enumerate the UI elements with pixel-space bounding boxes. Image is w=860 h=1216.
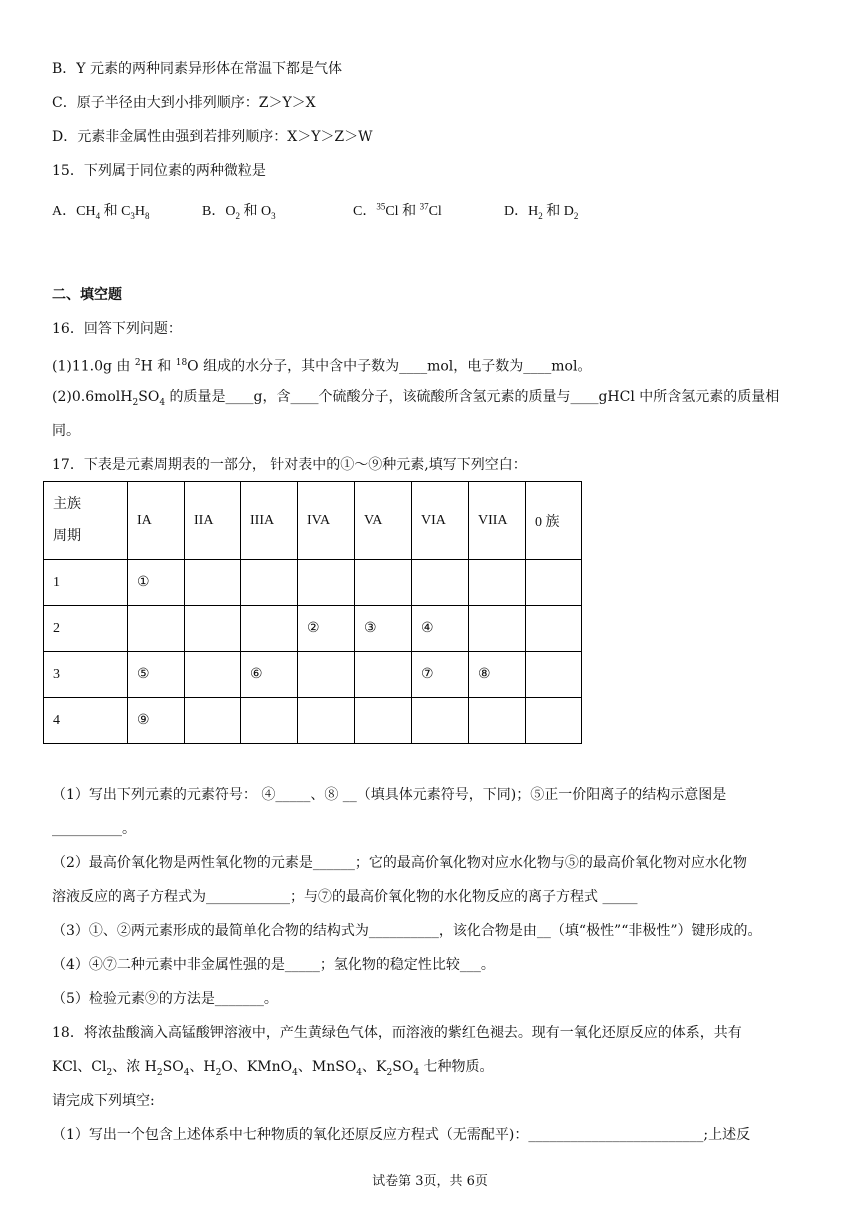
q17-sub4: （4）④⑦二种元素中非金属性强的是_____；氢化物的稳定性比较___。 <box>52 957 495 973</box>
table-cell: ⑥ <box>241 652 298 698</box>
period-cell: 2 <box>44 606 128 652</box>
table-cell <box>241 560 298 606</box>
table-cell <box>526 652 582 698</box>
q16-part1: (1)11.0g 由 $^2$H 和 $^{18}$O 组成的水分子，其中含中子数为____mol，电子数为____mol。 <box>52 358 592 375</box>
q18-stem: 18．将浓盐酸滴入高锰酸钾溶液中，产生黄绿色气体，而溶液的紫红色褪去。现有一氧化还原反应的体系，共有 <box>52 1025 742 1041</box>
table-cell <box>298 652 355 698</box>
table-cell <box>185 606 241 652</box>
table-cell <box>241 698 298 744</box>
period-cell: 1 <box>44 560 128 606</box>
table-cell <box>412 698 469 744</box>
q14-option-b: B．Y 元素的两种同素异形体在常温下都是气体 <box>52 61 342 77</box>
q15-option-a: A．$CH_4$ 和 $C_3H_8$ <box>52 204 150 221</box>
q14-option-d: D．元素非金属性由强到若排列顺序：X＞Y＞Z＞W <box>52 129 373 145</box>
table-header-row <box>44 482 582 560</box>
group-header: IVA <box>298 482 355 560</box>
table-cell: ⑤ <box>128 652 185 698</box>
table-cell: ④ <box>412 606 469 652</box>
q15-options <box>52 200 812 222</box>
table-cell <box>298 698 355 744</box>
table-corner-cell: 主族 周期 <box>44 482 128 560</box>
group-header: VIA <box>412 482 469 560</box>
table-cell: ③ <box>355 606 412 652</box>
group-header: VA <box>355 482 412 560</box>
table-cell: ⑦ <box>412 652 469 698</box>
table-cell <box>241 606 298 652</box>
table-cell <box>355 652 412 698</box>
q17-sub3: （3）①、②两元素形成的最简单化合物的结构式为__________，该化合物是由__（填“极性”“非极性”）键形成的。 <box>52 923 762 939</box>
table-cell <box>185 560 241 606</box>
q17-sub2: （2）最高价氧化物是两性氧化物的元素是______；它的最高价氧化物对应水化物与⑤的最高价氧化物对应水化物 <box>52 855 747 871</box>
table-cell <box>185 698 241 744</box>
page-footer: 试卷第 3页，共 6页 <box>372 1174 488 1189</box>
q17-stem: 17．下表是元素周期表的一部分， 针对表中的①～⑨种元素,填写下列空白： <box>52 457 527 473</box>
group-header: IA <box>128 482 185 560</box>
q17-sub1-continued: __________。 <box>52 821 136 837</box>
q16-part2: $(2)0.6molH_2SO_4$ 的质量是____g，含____个硫酸分子，该硫酸所含氢元素的质量与____gHCl 中所含氢元素的质量相 <box>52 389 780 408</box>
table-cell: ② <box>298 606 355 652</box>
section-heading: 二、填空题 <box>52 287 122 303</box>
q16-part2-continued: 同。 <box>52 423 80 439</box>
q15-option-b: B．$O_2$ 和 $O_3$ <box>202 204 276 221</box>
q16-stem: 16．回答下列问题： <box>52 321 182 337</box>
q14-option-c: C．原子半径由大到小排列顺序：Z＞Y＞X <box>52 95 316 111</box>
q18-sub1: （1）写出一个包含上述体系中七种物质的氧化还原反应方程式（无需配平)：_________________________;上述反 <box>52 1127 751 1143</box>
q18-substances: KCl、$Cl_2$、浓 $H_2SO_4$、$H_2O$、KMnO$_4$、MnSO$_4$、$K_2SO_4$ 七种物质。 <box>52 1059 494 1078</box>
table-cell <box>469 606 526 652</box>
table-row <box>44 606 582 652</box>
table-row <box>44 560 582 606</box>
q15-option-d: D．$H_2$ 和 $D_2$ <box>504 204 579 221</box>
q15-option-c: C．$^{35}$Cl 和 $^{37}$Cl <box>353 201 442 219</box>
table-cell <box>526 560 582 606</box>
table-cell <box>185 652 241 698</box>
table-cell: ⑧ <box>469 652 526 698</box>
table-cell <box>469 698 526 744</box>
table-cell <box>412 560 469 606</box>
q17-sub2-continued: 溶液反应的离子方程式为____________；与⑦的最高价氧化物的水化物反应的离子方程式 _____ <box>52 889 638 905</box>
q17-sub1: （1）写出下列元素的元素符号： ④_____、⑧ __（填具体元素符号，下同)；⑤正一价阳离子的结构示意图是 <box>52 787 727 803</box>
table-cell <box>355 560 412 606</box>
q18-prompt: 请完成下列填空: <box>52 1093 155 1109</box>
table-cell <box>128 606 185 652</box>
q17-sub5: （5）检验元素⑨的方法是_______。 <box>52 991 278 1007</box>
group-header: IIIA <box>241 482 298 560</box>
period-cell: 3 <box>44 652 128 698</box>
table-row <box>44 698 582 744</box>
group-header: IIA <box>185 482 241 560</box>
table-cell <box>298 560 355 606</box>
table-cell <box>526 698 582 744</box>
table-cell <box>526 606 582 652</box>
period-cell: 4 <box>44 698 128 744</box>
group-header: VIIA <box>469 482 526 560</box>
table-cell <box>469 560 526 606</box>
q15-stem: 15．下列属于同位素的两种微粒是 <box>52 163 266 179</box>
group-header: 0 族 <box>526 482 582 560</box>
table-cell: ⑨ <box>128 698 185 744</box>
table-cell: ① <box>128 560 185 606</box>
periodic-table <box>43 481 582 744</box>
table-cell <box>355 698 412 744</box>
table-row <box>44 652 582 698</box>
